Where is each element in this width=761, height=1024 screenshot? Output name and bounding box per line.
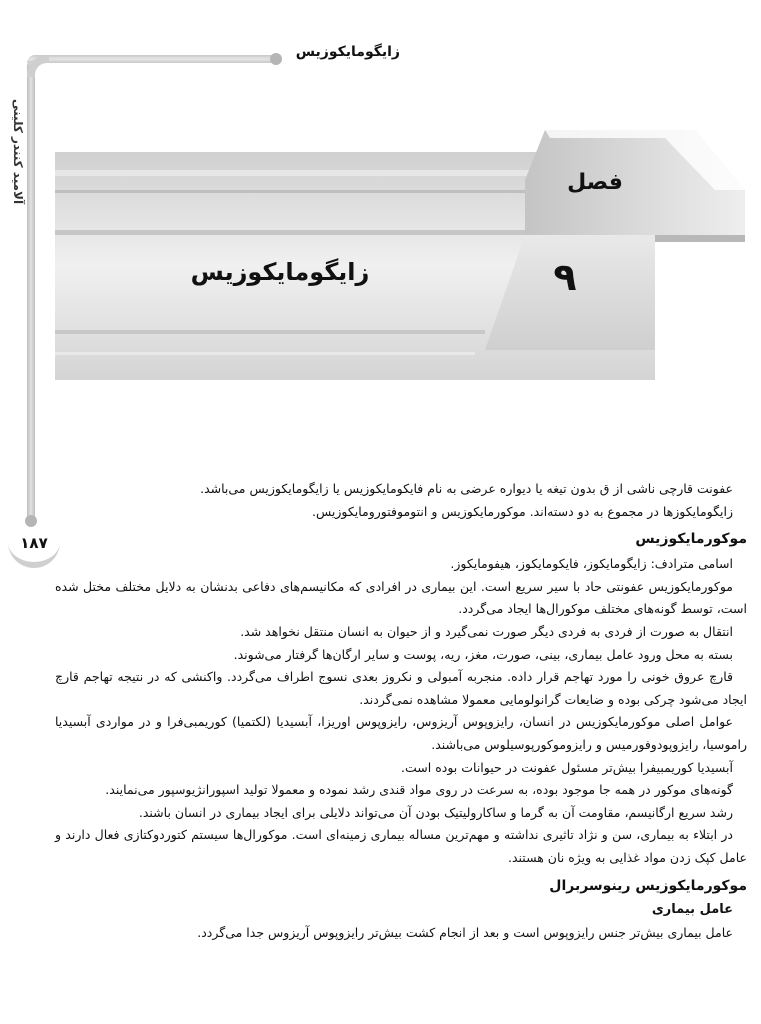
frame-vertical-bar [27, 62, 35, 522]
body-paragraph: رشد سریع ارگانیسم، مقاومت آن به گرما و ساکارولیتیک بودن آن می‌تواند دلایلی برای ایجاد بیماری در انسان باشند. [138, 804, 733, 820]
running-head: زایگومایکوزیس [295, 44, 400, 60]
banner-streak [55, 248, 505, 252]
section-heading: موکورمایکوزیس [635, 531, 747, 548]
body-paragraph: عامل بیماری بیش‌تر جنس رایزوپوس است و بعد از انجام کشت بیش‌تر رایزوپوس آریزوس جدا می‌گردد. [197, 924, 733, 940]
body-paragraph: قارچ عروق خونی را مورد تهاجم قرار داده. منجربه آمبولی و نکروز بعدی نسوج اطراف می‌گردد. واکنشی که در نتیجه تهاجم قارچ ایجاد می‌شود چرکی بوده و ضایعات گرانولومایی معمولا مشاهده نمی‌گردند. [55, 669, 747, 707]
body-paragraph: در ابتلاء به بیماری، سن و نژاد تاثیری نداشته و مهم‌ترین مساله بیماری زمینه‌ای است. موکورال‌ها سیستم کتوردوکتازی فعال دارند و عامل کپک زدن مواد غذایی به ویژه نان هستند. [55, 827, 747, 865]
section-heading: موکورمایکوزیس رینوسربرال [549, 877, 747, 894]
chapter-label: فصل [567, 170, 623, 195]
intro-paragraph: عفونت قارچی ناشی از ق بدون تیغه یا دیواره عرضی به نام فایکومایکوزیس یا زایگومایکوزیس می‌باشد. [200, 481, 733, 496]
chapter-banner-graphic [55, 130, 745, 380]
frame-dot-bottom [25, 515, 37, 527]
frame-top-bar [27, 55, 277, 63]
side-book-title: آلامید کنندر کلینی [11, 99, 25, 205]
intro-paragraph: زایگومایکوزها در مجموع به دو دسته‌اند. موکورمایکوزیس و انتوموفتورومایکوزیس. [311, 503, 733, 519]
body-paragraph: انتقال به صورت از فردی به فردی دیگر صورت نمی‌گیرد و از حیوان به انسان منتقل نخواهد شد. [240, 623, 733, 639]
body-paragraph: گونه‌های موکور در همه جا موجود بوده، به سرعت در روی مواد قندی رشد نموده و معمولا تولید اسپورانژیوسپور می‌نمایند. [105, 782, 733, 798]
body-paragraph: اسامی مترادف: زایگومایکوز، فایکومایکوز، هیفومایکوز. [450, 556, 733, 572]
banner-streak [55, 330, 485, 334]
banner-streak [55, 352, 475, 355]
frame-dot-top [270, 53, 282, 65]
chapter-banner [55, 130, 745, 380]
body-paragraph: بسته به محل ورود عامل بیماری، بینی، صورت، مغز، ریه، پوست و سایر ارگان‌ها گرفتار می‌شوند. [233, 646, 733, 662]
body-paragraph: آبسیدیا کوریمبیفرا بیش‌تر مسئول عفونت در حیوانات بوده است. [401, 759, 733, 775]
body-paragraph: موکورمایکوزیس عفونتی حاد با سیر سریع است. این بیماری در افرادی که مکانیسم‌های دفاعی بدنشان به دلایل مختلف مختل شده است، توسط گونه‌های مختلف موکورال‌ها ایجاد می‌گردد. [55, 578, 747, 617]
chapter-number: ۹ [553, 255, 577, 299]
page-number: ۱۸۷ [20, 534, 48, 552]
subsection-heading: عامل بیماری [651, 901, 733, 917]
banner-streak [55, 190, 525, 193]
chapter-title: زایگومایکوزیس [190, 258, 370, 286]
body-paragraph: عوامل اصلی موکورمایکوزیس در انسان، رایزوپوس آریزوس، رایزوپوس اوریزا، آبسیدیا (لکتمیا) کوریمبی‌فرا و در مواردی آبسیدیا راموسیا، رایزوپودوفورمیس و رایزوموکورپوسیلوس می‌باشند. [55, 714, 747, 752]
banner-streak [55, 170, 535, 176]
page-content [55, 478, 747, 944]
panel-shadow [655, 235, 745, 242]
